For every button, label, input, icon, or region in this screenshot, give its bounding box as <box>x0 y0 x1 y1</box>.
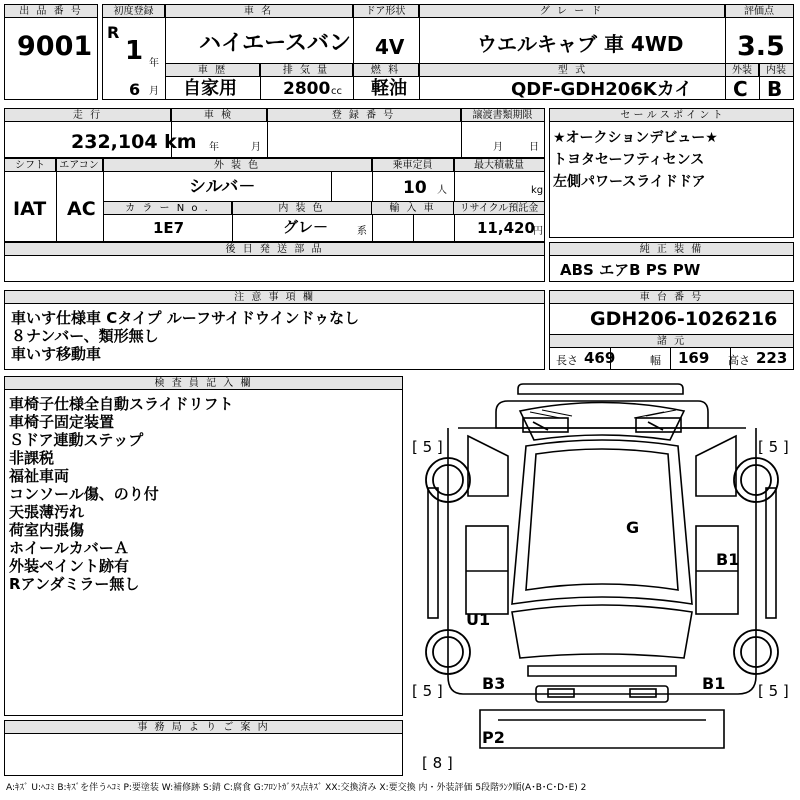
width: 169 <box>678 349 710 367</box>
inspector-note-4: 非課税 <box>9 449 55 467</box>
first-reg-header: 初度登録 <box>103 5 165 18</box>
sales-point-2: トヨタセーフティセンス <box>553 152 705 168</box>
inspector-note-11: Rアンダミラー無し <box>9 575 140 593</box>
max-load-unit: kg <box>531 185 544 196</box>
inspector-note-2: 車椅子固定装置 <box>9 413 115 431</box>
displacement-unit: cc <box>331 86 342 97</box>
damage-g: G <box>626 518 640 537</box>
displacement-header: 排 気 量 <box>260 64 353 77</box>
damage-p2: P2 <box>482 728 505 747</box>
notes-header: 注 意 事 項 欄 <box>5 291 544 304</box>
inspector-header: 検 査 員 記 入 欄 <box>5 377 402 390</box>
inspector-note-7: 天張薄汚れ <box>9 503 85 521</box>
note-1: 車いす仕様車 Cタイプ ルーフサイドウインドゥなし <box>11 309 360 327</box>
deadline-day-unit: 日 <box>529 142 539 153</box>
note-3: 車いす移動車 <box>11 345 102 363</box>
shift: IAT <box>13 198 47 220</box>
car-name: ハイエースバン <box>199 31 352 56</box>
reg-no-header: 登 録 番 号 <box>267 109 461 122</box>
inspector-note-8: 荷室内張傷 <box>9 521 85 539</box>
lot-number-cell <box>4 4 98 100</box>
tire-fr-mark: [ 5 ] <box>758 438 789 456</box>
notes-list <box>11 309 359 363</box>
door-type: 4V <box>375 35 405 59</box>
era-mark: R <box>107 23 120 42</box>
ext-color-header: 外 装 色 <box>103 159 372 172</box>
office-header: 事 務 局 よ り ご 案 内 <box>5 721 402 734</box>
shift-header: シフト <box>5 159 56 172</box>
int-color: グレ－ <box>283 218 329 236</box>
damage-diagram <box>408 376 796 776</box>
inspector-note-6: コンソール傷、のり付 <box>9 485 159 503</box>
chassis-block <box>549 290 794 370</box>
genuine-equipment-header: 純 正 装 備 <box>550 243 793 256</box>
history: 自家用 <box>183 78 237 99</box>
office-block <box>4 720 403 776</box>
damage-b1-rear: B1 <box>702 674 726 693</box>
car-outline-diagram <box>408 376 796 776</box>
max-load-header: 最大積載量 <box>454 159 544 172</box>
damage-b3: B3 <box>482 674 506 693</box>
capacity-header: 乗車定員 <box>372 159 454 172</box>
height-label: 高さ <box>728 354 750 367</box>
sales-point-3: 左側パワースライドドア <box>553 174 706 190</box>
inspection-year-unit: 年 <box>209 142 219 153</box>
sales-point-block <box>549 108 794 238</box>
vehicle-summary-block <box>102 4 794 100</box>
inspection-month-unit: 月 <box>251 142 261 153</box>
month-unit: 月 <box>149 86 159 97</box>
inspector-block <box>4 376 403 716</box>
lot-number-header: 出 品 番 号 <box>5 5 97 18</box>
deadline-month-unit: 月 <box>493 142 503 153</box>
mileage-block <box>4 108 545 158</box>
inspector-note-5: 福祉車両 <box>9 467 70 485</box>
later-parts-header: 後 日 発 送 部 品 <box>5 243 544 256</box>
sales-point-list <box>553 127 718 193</box>
grade-header: グ レ ー ド <box>419 5 725 18</box>
length: 469 <box>584 349 616 367</box>
int-grade: B <box>767 77 783 101</box>
year-unit: 年 <box>149 58 159 69</box>
model-header: 型 式 <box>420 64 725 77</box>
length-label: 長さ <box>556 354 578 367</box>
note-2: ８ナンバー、類形無し <box>11 327 159 345</box>
inspector-notes-list <box>9 395 234 593</box>
fuel-header: 燃 料 <box>353 64 419 77</box>
color-no-header: カ ラ ー N o . <box>104 202 232 215</box>
inspector-note-3: Ｓドア連動ステップ <box>9 431 144 449</box>
genuine-equipment: ABS エアB PS PW <box>560 261 701 279</box>
sales-point-1: ★オークションデビュー★ <box>553 130 718 146</box>
int-color-header: 内 装 色 <box>232 202 372 215</box>
damage-u1: U1 <box>466 610 491 629</box>
inspector-note-10: 外装ペイント跡有 <box>9 557 130 575</box>
legend: A:ｷｽﾞ U:ﾍｺﾐ B:ｷｽﾞを伴うﾍｺﾐ P:要塗装 W:補修跡 S:錆 C:腐食 G:ﾌﾛﾝﾄｶﾞﾗｽ点ｷｽﾞ XX:交換済み X:要交換 内・外装評価 5段階ﾗﾝｸ順(A･B･C･D･E) 2 <box>6 783 587 793</box>
spec-block <box>4 158 545 242</box>
import-header: 輸 入 車 <box>372 202 454 215</box>
capacity-unit: 人 <box>437 185 447 196</box>
int-color-unit: 系 <box>357 226 367 237</box>
recycle-header: リサイクル預託金 <box>454 202 544 215</box>
notes-block <box>4 290 545 370</box>
score-header: 評価点 <box>725 5 793 18</box>
ac: AC <box>67 198 96 220</box>
spare-mark: [ 8 ] <box>422 754 453 772</box>
door-header: ドア形状 <box>353 5 419 18</box>
later-parts-block <box>4 242 545 282</box>
fuel: 軽油 <box>371 78 407 99</box>
grade: ウエルキャブ 車 4WD <box>477 32 684 56</box>
lot-number: 9001 <box>17 31 93 62</box>
history-header: 車 歴 <box>166 64 260 77</box>
car-name-header: 車 名 <box>165 5 353 18</box>
color-no: 1E7 <box>153 219 185 237</box>
score: 3.5 <box>737 31 785 62</box>
recycle-unit: 円 <box>533 226 543 237</box>
chassis-number: GDH206-1026216 <box>590 308 778 330</box>
inspection-header: 車 検 <box>171 109 267 122</box>
ac-header: エアコン <box>56 159 103 172</box>
reg-year: 1 <box>125 36 144 66</box>
sales-point-header: セ ー ル ス ポ イ ン ト <box>550 109 793 122</box>
tire-rr-mark: [ 5 ] <box>758 682 789 700</box>
displacement: 2800 <box>283 79 331 99</box>
inspector-note-9: ホイールカバーＡ <box>9 539 129 557</box>
transfer-deadline-header: 譲渡書類期限 <box>461 109 544 122</box>
mileage-header: 走 行 <box>5 109 171 122</box>
reg-month: 6 <box>129 80 141 99</box>
ext-header: 外装 <box>726 64 759 77</box>
model-code: QDF-GDH206Kカイ <box>511 79 693 100</box>
ext-grade: C <box>733 77 748 101</box>
tire-fl-mark: [ 5 ] <box>412 438 443 456</box>
int-header: 内装 <box>759 64 793 77</box>
ext-color: シルバ－ <box>189 177 256 197</box>
inspector-note-1: 車椅子仕様全自動スライドリフト <box>9 395 234 413</box>
recycle: 11,420 <box>477 219 535 237</box>
damage-b1-right: B1 <box>716 550 740 569</box>
genuine-equipment-block <box>549 242 794 282</box>
width-label: 幅 <box>650 354 661 367</box>
height: 223 <box>756 349 788 367</box>
dimensions-header: 諸 元 <box>550 335 793 348</box>
capacity: 10 <box>403 178 427 198</box>
chassis-header: 車 台 番 号 <box>550 291 793 304</box>
tire-rl-mark: [ 5 ] <box>412 682 443 700</box>
mileage: 232,104 km <box>71 131 197 153</box>
